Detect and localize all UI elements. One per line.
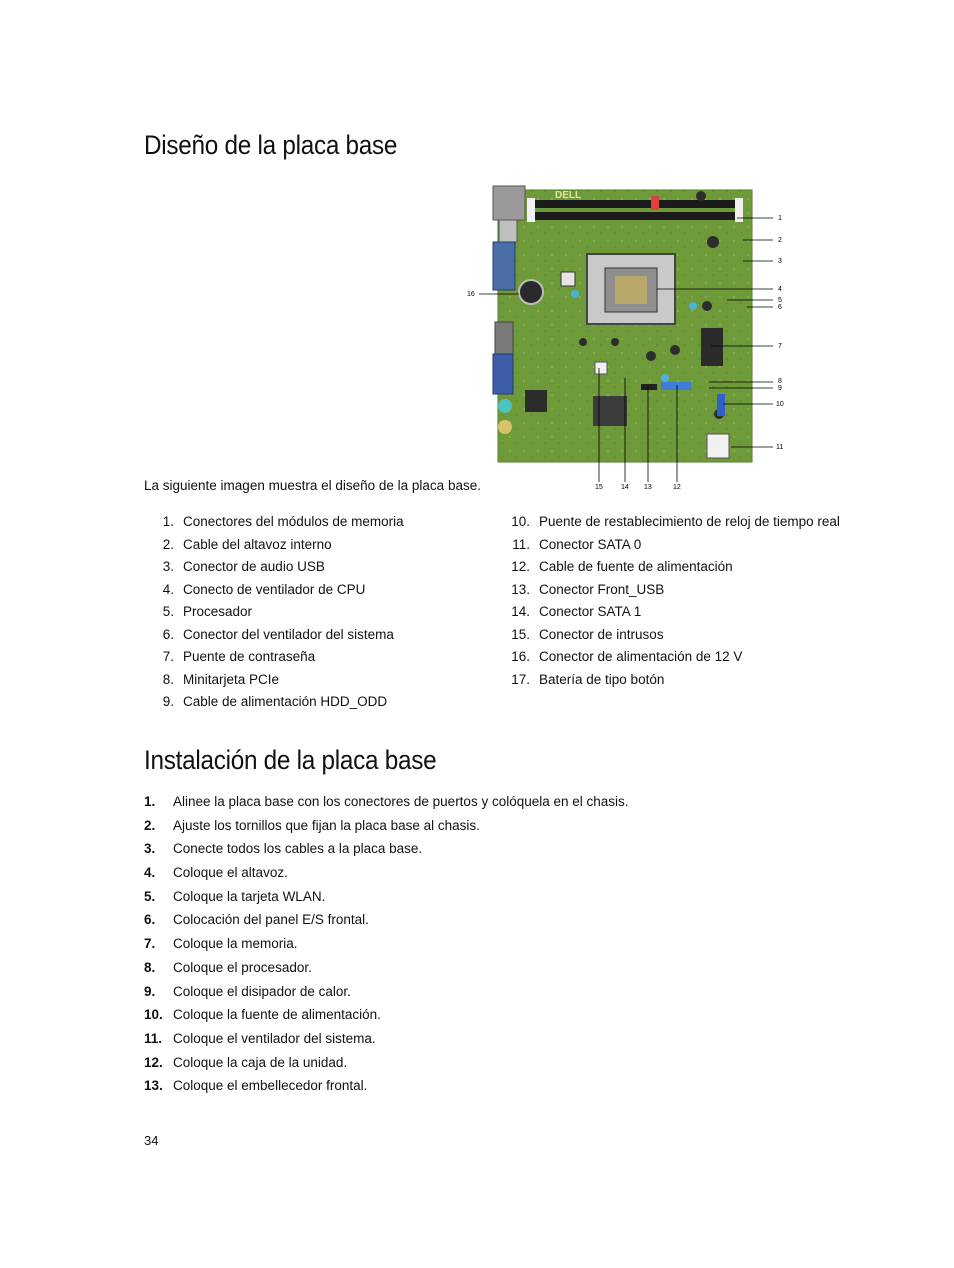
callout-16: 16 <box>467 291 475 298</box>
install-step <box>144 983 629 1007</box>
list-item-text: Coloque el procesador. <box>173 959 312 975</box>
list-item-number: 2. <box>144 817 156 833</box>
list-item-number: 12. <box>511 559 530 574</box>
component-item <box>510 603 840 626</box>
list-item-number: 13. <box>144 1078 163 1094</box>
component-item <box>510 581 840 604</box>
list-item-number: 16. <box>511 649 530 664</box>
list-item-number: 1. <box>162 514 174 529</box>
list-item-number: 2. <box>162 536 174 552</box>
list-item-number: 8. <box>144 959 156 975</box>
callout-15: 15 <box>595 484 603 491</box>
list-item-number: 11. <box>144 1030 163 1046</box>
list-item-number: 5. <box>144 888 156 904</box>
component-item <box>510 536 840 559</box>
list-item-text: Coloque la tarjeta WLAN. <box>173 888 326 904</box>
install-steps-list <box>144 793 629 1101</box>
install-step <box>144 864 629 888</box>
install-step <box>144 1030 629 1054</box>
list-item-text: Conector de audio USB <box>183 559 325 574</box>
list-item-text: Conectores del módulos de memoria <box>183 514 404 529</box>
install-step <box>144 840 629 864</box>
component-item <box>510 558 840 581</box>
list-item-number: 8. <box>162 671 174 687</box>
list-item-number: 1. <box>144 794 156 809</box>
component-item <box>160 581 404 604</box>
list-item-text: Coloque la memoria. <box>173 936 298 952</box>
component-item <box>160 558 404 581</box>
list-item-number: 15. <box>511 626 530 642</box>
component-item <box>160 513 404 536</box>
list-item-number: 3. <box>144 841 156 857</box>
list-item-number: 6. <box>162 626 174 642</box>
list-item-number: 11. <box>512 536 530 552</box>
section-title-board-install: Instalación de la placa base <box>144 745 437 775</box>
list-item-text: Conector de intrusos <box>539 626 664 642</box>
callout-3: 3 <box>778 258 782 265</box>
list-item-text: Coloque el embellecedor frontal. <box>173 1078 368 1094</box>
component-item <box>510 671 840 694</box>
list-item-text: Conecto de ventilador de CPU <box>183 581 366 597</box>
callout-7: 7 <box>778 343 782 350</box>
callout-2: 2 <box>778 237 782 244</box>
list-item-number: 3. <box>162 559 174 574</box>
callout-6: 6 <box>778 304 782 311</box>
list-item-text: Puente de contraseña <box>183 649 316 664</box>
component-item <box>160 671 404 694</box>
list-item-text: Coloque el disipador de calor. <box>173 983 351 999</box>
list-item-text: Conector de alimentación de 12 V <box>539 649 743 664</box>
list-item-number: 9. <box>162 694 174 709</box>
install-step <box>144 935 629 959</box>
list-item-text: Conector del ventilador del sistema <box>183 626 394 642</box>
component-item <box>510 513 840 536</box>
list-item-number: 4. <box>162 581 174 597</box>
component-item <box>160 603 404 626</box>
list-item-text: Ajuste los tornillos que fijan la placa base al chasis. <box>173 817 480 833</box>
list-item-text: Conecte todos los cables a la placa base. <box>173 841 423 857</box>
list-item-number: 14. <box>511 604 530 619</box>
component-item <box>160 648 404 671</box>
list-item-number: 12. <box>144 1054 163 1070</box>
list-item-text: Conector SATA 1 <box>539 604 642 619</box>
list-item-text: Alinee la placa base con los conectores de puertos y colóquela en el chasis. <box>173 794 629 809</box>
component-list-left <box>160 513 404 716</box>
callout-1: 1 <box>778 215 782 222</box>
callout-9: 9 <box>778 385 782 392</box>
component-item <box>160 693 404 716</box>
motherboard-diagram <box>465 182 795 492</box>
list-item-text: Colocación del panel E/S frontal. <box>173 912 369 928</box>
list-item-number: 5. <box>162 604 174 619</box>
install-step <box>144 1006 629 1030</box>
install-step <box>144 911 629 935</box>
callout-12: 12 <box>673 484 681 491</box>
component-list-right <box>510 513 840 693</box>
install-step <box>144 817 629 841</box>
list-item-text: Coloque el ventilador del sistema. <box>173 1030 376 1046</box>
component-item <box>510 648 840 671</box>
dell-logo: DELL <box>555 190 582 201</box>
install-step <box>144 959 629 983</box>
list-item-number: 7. <box>162 649 174 664</box>
callout-8: 8 <box>778 378 782 385</box>
list-item-text: Minitarjeta PCIe <box>183 671 280 687</box>
list-item-text: Cable del altavoz interno <box>183 536 332 552</box>
list-item-text: Puente de restablecimiento de reloj de tiempo real <box>539 514 840 529</box>
list-item-text: Conector SATA 0 <box>539 536 642 552</box>
list-item-text: Cable de fuente de alimentación <box>539 559 733 574</box>
list-item-number: 10. <box>511 514 530 529</box>
callout-11: 11 <box>776 444 784 451</box>
list-item-number: 17. <box>511 671 530 687</box>
callout-4: 4 <box>778 286 782 293</box>
list-item-number: 9. <box>144 983 156 999</box>
component-item <box>160 626 404 649</box>
list-item-text: Cable de alimentación HDD_ODD <box>183 694 388 709</box>
list-item-text: Coloque la fuente de alimentación. <box>173 1007 381 1023</box>
component-item <box>510 626 840 649</box>
callout-10: 10 <box>776 401 784 408</box>
page-number: 34 <box>144 1133 159 1148</box>
install-step <box>144 793 629 817</box>
list-item-number: 6. <box>144 912 156 928</box>
install-step <box>144 1077 629 1101</box>
list-item-text: Conector Front_USB <box>539 581 665 597</box>
section-title-board-layout: Diseño de la placa base <box>144 130 398 160</box>
list-item-text: Coloque la caja de la unidad. <box>173 1054 348 1070</box>
install-step <box>144 888 629 912</box>
callout-5: 5 <box>778 297 782 304</box>
list-item-number: 4. <box>144 865 156 881</box>
list-item-number: 7. <box>144 936 156 952</box>
list-item-text: Procesador <box>183 604 253 619</box>
callout-14: 14 <box>621 484 629 491</box>
component-item <box>160 536 404 559</box>
list-item-number: 13. <box>511 581 530 597</box>
list-item-text: Batería de tipo botón <box>539 671 665 687</box>
install-step <box>144 1054 629 1078</box>
callout-13: 13 <box>644 484 652 491</box>
figure-intro-text: La siguiente imagen muestra el diseño de la placa base. <box>144 478 481 493</box>
list-item-text: Coloque el altavoz. <box>173 865 288 881</box>
list-item-number: 10. <box>144 1007 163 1023</box>
